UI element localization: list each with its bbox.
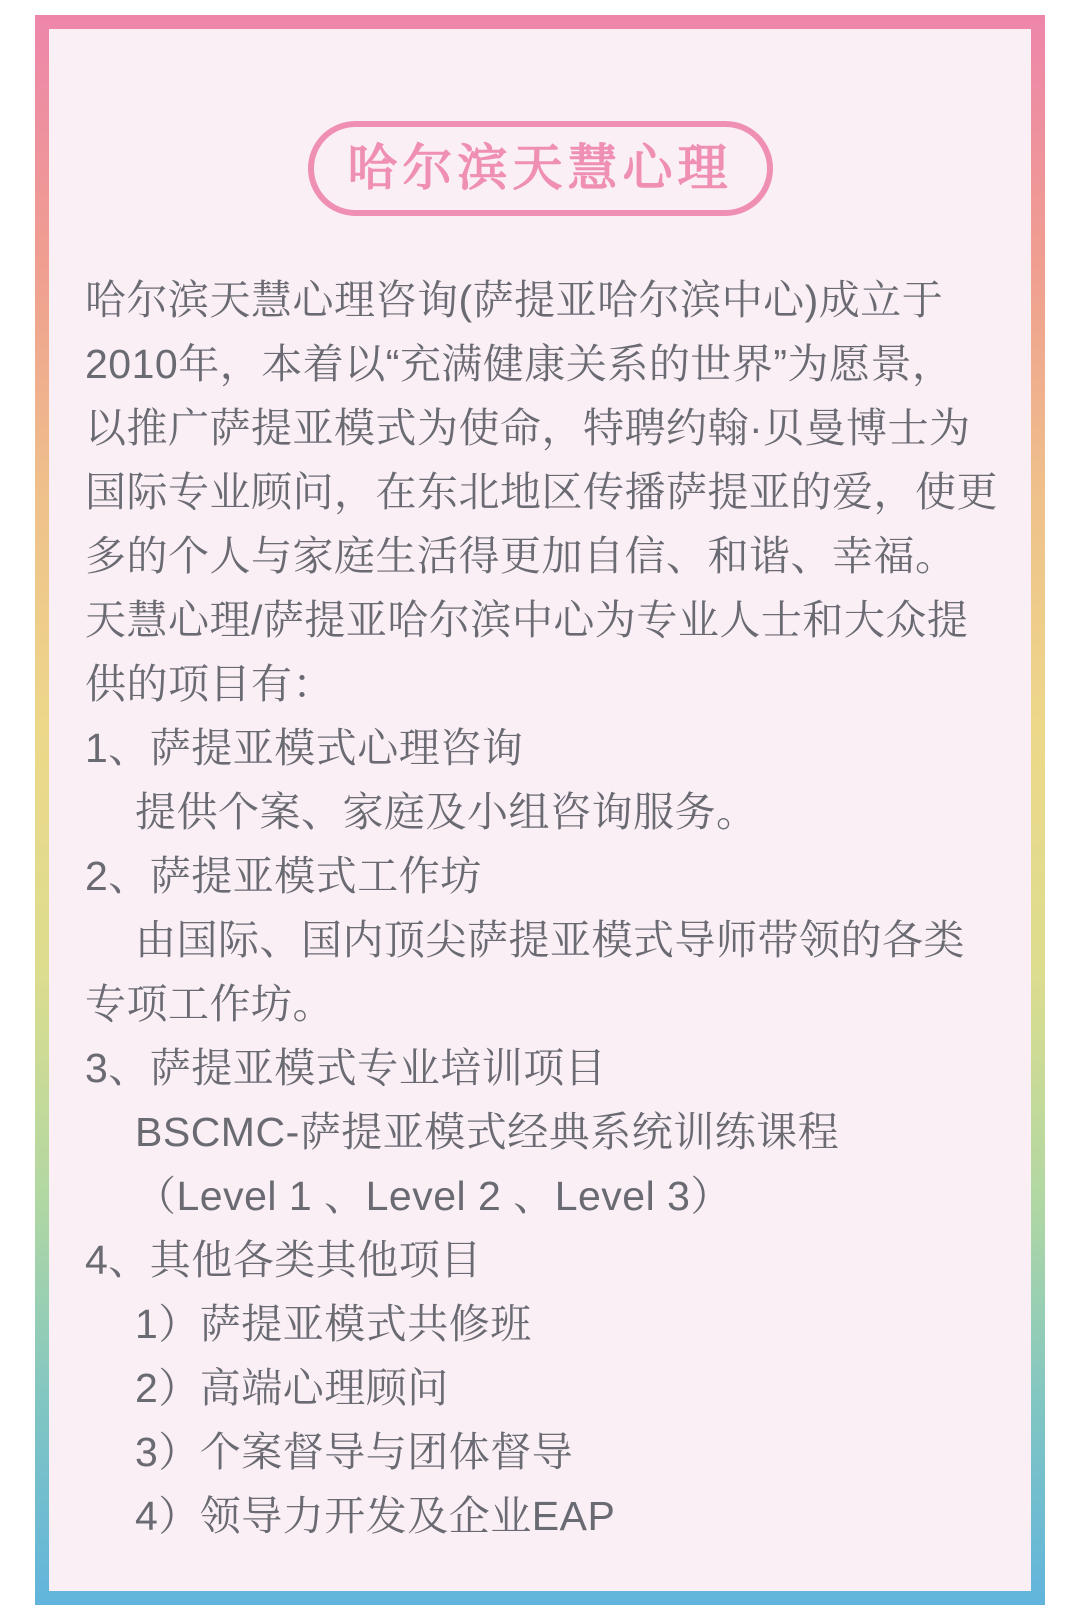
sublist-item-3: 3）个案督导与团体督导 — [135, 1429, 574, 1475]
list-item-3-detail: BSCMC-萨提亚模式经典系统训练课程 — [135, 1109, 840, 1155]
body-text — [85, 268, 1003, 1548]
sublist-item-2: 2）高端心理顾问 — [135, 1365, 449, 1411]
gradient-border-frame — [35, 15, 1045, 1605]
sublist-item-1: 1）萨提亚模式共修班 — [135, 1301, 532, 1347]
text-line: 天慧心理/萨提亚哈尔滨中心为专业人士和大众提 — [85, 597, 969, 643]
list-item-2-detail-cont: 专项工作坊。 — [85, 981, 334, 1027]
text-line: 供的项目有： — [85, 661, 334, 707]
text-line: 2010年，本着以“充满健康关系的世界”为愿景， — [85, 341, 954, 387]
text-line: 多的个人与家庭生活得更加自信、和谐、幸福。 — [85, 533, 957, 579]
title-badge — [308, 121, 773, 216]
list-item-3-levels: （Level 1 、Level 2 、Level 3） — [135, 1173, 732, 1219]
text-line: 国际专业顾问，在东北地区传播萨提亚的爱，使更 — [85, 469, 998, 515]
page-title: 哈尔滨天慧心理 — [347, 140, 733, 196]
list-item-1: 1、萨提亚模式心理咨询 — [85, 725, 524, 771]
list-item-2-detail: 由国际、国内顶尖萨提亚模式导师带领的各类 — [135, 917, 965, 963]
text-line: 以推广萨提亚模式为使命，特聘约翰·贝曼博士为 — [85, 405, 971, 451]
list-item-3: 3、萨提亚模式专业培训项目 — [85, 1045, 607, 1091]
list-item-2: 2、萨提亚模式工作坊 — [85, 853, 482, 899]
list-item-1-detail: 提供个案、家庭及小组咨询服务。 — [135, 789, 758, 835]
content-card — [49, 29, 1031, 1591]
sublist-item-4: 4）领导力开发及企业EAP — [135, 1493, 616, 1539]
text-line: 哈尔滨天慧心理咨询(萨提亚哈尔滨中心)成立于 — [85, 277, 944, 323]
list-item-4: 4、其他各类其他项目 — [85, 1237, 482, 1283]
